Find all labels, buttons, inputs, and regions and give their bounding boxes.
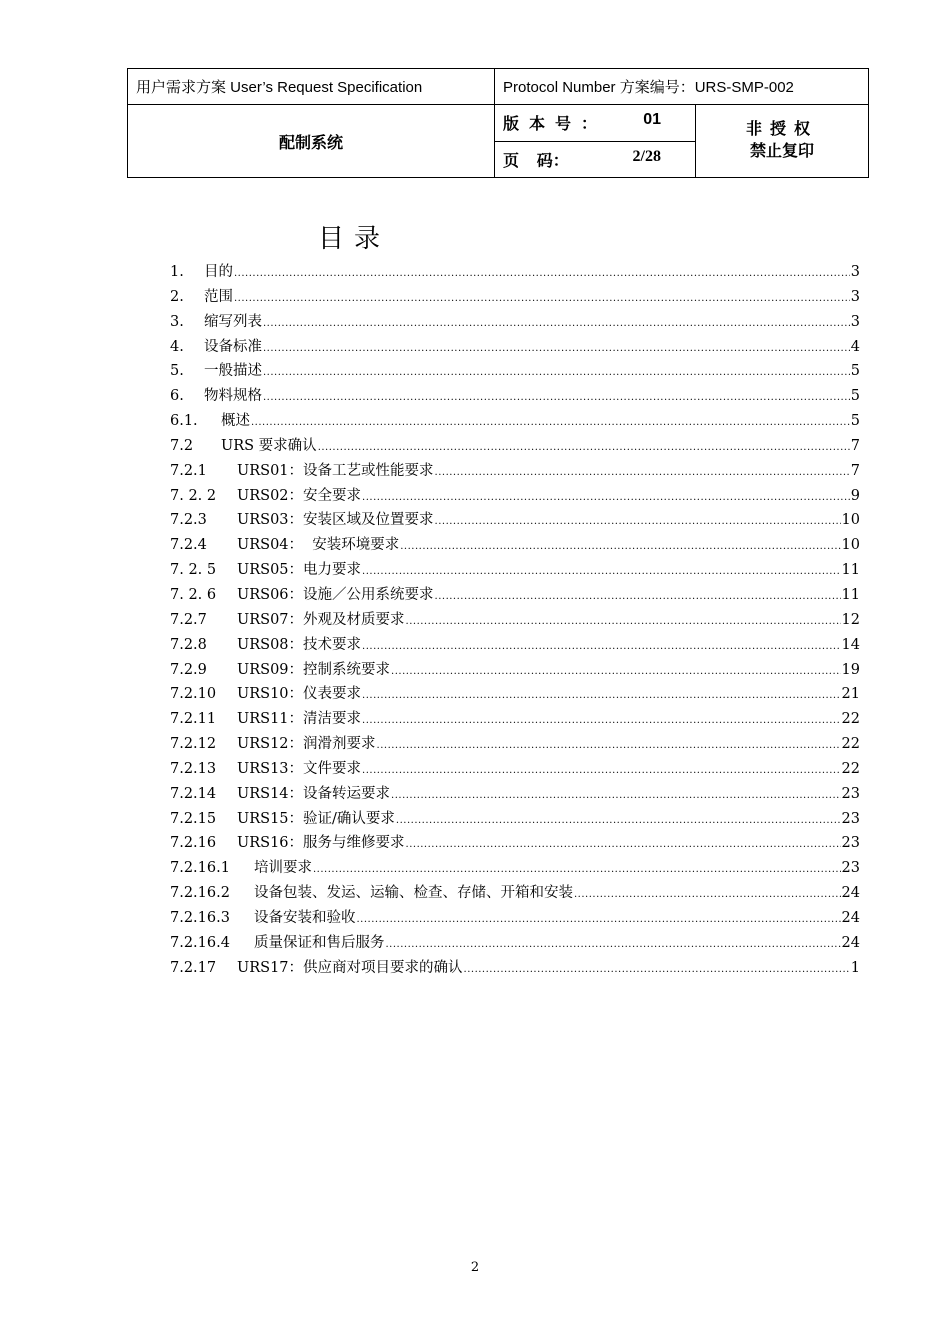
authorization-notice [696, 105, 869, 178]
toc-entry[interactable] [170, 533, 860, 558]
toc-entry-title: 目的 [204, 264, 233, 280]
toc-leader-dots [400, 541, 840, 552]
toc-entry-title: 培训要求 [254, 860, 312, 877]
toc-leader-dots [464, 964, 850, 975]
toc-entry-page: 4 [850, 338, 860, 355]
toc-entry[interactable] [170, 409, 860, 434]
toc-entry-page: 23 [841, 810, 860, 827]
toc-leader-dots [396, 815, 841, 826]
toc-leader-dots [251, 417, 850, 428]
toc-entry-number: 7. 2. 5 [170, 562, 217, 579]
toc-entry-number: 7.2.4 [170, 537, 207, 554]
toc-entry-page: 5 [850, 388, 860, 405]
toc-entry-number: 7.2.13 [170, 760, 217, 777]
toc-entry[interactable] [170, 583, 860, 608]
toc-leader-dots [362, 690, 841, 701]
toc-entry[interactable] [170, 856, 860, 881]
toc-leader-dots [362, 492, 850, 503]
toc-leader-dots [435, 516, 841, 527]
page-label: 页 码： [503, 152, 569, 170]
toc-entry-number: 6. [170, 388, 184, 405]
toc-entry[interactable] [170, 807, 860, 832]
toc-entry-number: 7.2.7 [170, 611, 207, 628]
page-value: 2/28 [632, 147, 661, 165]
auth-line-1: 非授权 [745, 121, 818, 139]
toc-entry-number: 7.2 [170, 437, 194, 454]
toc-entry-number: 1. [170, 264, 184, 280]
toc-entry-number: 5. [170, 363, 184, 380]
page-number: 2 [470, 1260, 480, 1275]
toc-entry[interactable] [170, 782, 860, 807]
toc-entry-title: URS09：控制系统要求 [237, 661, 391, 678]
toc-leader-dots [362, 566, 841, 577]
toc-entry-page: 11 [841, 586, 860, 603]
toc-entry-title: URS07：外观及材质要求 [237, 611, 405, 628]
toc-entry-number: 7.2.14 [170, 785, 217, 802]
toc-entry-number: 7.2.1 [170, 462, 207, 479]
toc-leader-dots [318, 442, 850, 453]
toc-entry[interactable] [170, 285, 860, 310]
toc-entry-title: 一般描述 [204, 363, 262, 380]
toc-leader-dots [234, 268, 850, 279]
toc-entry[interactable] [170, 310, 860, 335]
toc-entry-number: 7.2.11 [170, 711, 217, 728]
document-header-table [127, 68, 869, 178]
toc-entry-title: URS05：电力要求 [237, 562, 362, 579]
toc-entry-page: 5 [850, 363, 860, 380]
toc-entry-page: 24 [841, 885, 860, 902]
toc-entry-page: 10 [841, 512, 860, 529]
toc-leader-dots [357, 914, 841, 925]
toc-entry-title: URS06：设施／公用系统要求 [237, 586, 434, 603]
toc-entry-title: 质量保证和售后服务 [254, 934, 385, 951]
toc-leader-dots [362, 715, 841, 726]
toc-entry-title: URS16：服务与维修要求 [237, 835, 405, 852]
toc-entry-title: 缩写列表 [204, 313, 262, 330]
toc-entry-title: URS13：文件要求 [237, 760, 362, 777]
toc-entry[interactable] [170, 658, 860, 683]
toc-entry-page: 3 [850, 288, 860, 305]
toc-entry[interactable] [170, 459, 860, 484]
toc-entry[interactable] [170, 707, 860, 732]
toc-entry-title: URS15：验证/确认要求 [237, 810, 395, 827]
toc-entry-number: 7.2.16.2 [170, 885, 230, 902]
toc-entry-title: 范围 [204, 288, 233, 305]
toc-entry[interactable] [170, 906, 860, 931]
toc-entry[interactable] [170, 508, 860, 533]
toc-entry-page: 22 [841, 736, 860, 753]
toc-entry-number: 7.2.8 [170, 636, 207, 653]
toc-entry-number: 7.2.3 [170, 512, 207, 529]
protocol-number: Protocol Number 方案编号：URS-SMP-002 [495, 69, 869, 105]
toc-entry[interactable] [170, 608, 860, 633]
toc-leader-dots [435, 467, 850, 478]
toc-leader-dots [313, 864, 841, 875]
toc-entry-title: 概述 [221, 413, 250, 430]
toc-entry-number: 7.2.15 [170, 810, 217, 827]
toc-entry-title: URS10：仪表要求 [237, 686, 362, 703]
toc-entry-title: 设备包装、发运、运输、检查、存储、开箱和安装 [254, 885, 573, 902]
toc-entry[interactable] [170, 335, 860, 360]
toc-leader-dots [406, 616, 841, 627]
version-cell [495, 105, 696, 141]
toc-entry-title: URS08：技术要求 [237, 636, 362, 653]
toc-entry-page: 24 [841, 909, 860, 926]
toc-entry-page: 24 [841, 934, 860, 951]
toc-heading: 目录 [318, 224, 391, 254]
toc-entry-title: 设备安装和验收 [254, 909, 356, 926]
toc-entry-title: URS02：安全要求 [237, 487, 362, 504]
toc-entry-title: URS03：安装区域及位置要求 [237, 512, 434, 529]
toc-entry[interactable] [170, 633, 860, 658]
toc-entry-title: 设备标准 [204, 338, 262, 355]
toc-entry-page: 22 [841, 760, 860, 777]
toc-entry-number: 7.2.9 [170, 661, 207, 678]
toc-entry[interactable] [170, 682, 860, 707]
toc-entry-title: URS17：供应商对项目要求的确认 [237, 959, 463, 976]
toc-entry-title: URS04： 安装环境要求 [237, 537, 400, 554]
toc-entry[interactable] [170, 484, 860, 509]
toc-entry-title: 物料规格 [204, 388, 262, 405]
toc-leader-dots [263, 367, 850, 378]
toc-entry[interactable] [170, 881, 860, 906]
toc-leader-dots [391, 666, 841, 677]
toc-entry-page: 5 [850, 413, 860, 430]
toc-leader-dots [263, 343, 850, 354]
toc-entry-number: 7.2.16.3 [170, 909, 230, 926]
toc-entry-page: 7 [850, 462, 860, 479]
toc-entry-number: 7. 2. 6 [170, 586, 217, 603]
toc-entry-number: 7.2.16.4 [170, 934, 230, 951]
toc-entry-number: 7.2.16.1 [170, 860, 230, 877]
system-name: 配制系统 [128, 105, 495, 178]
toc-entry[interactable] [170, 260, 860, 285]
toc-entry-number: 2. [170, 288, 184, 305]
toc-leader-dots [406, 839, 841, 850]
toc-entry[interactable] [170, 831, 860, 856]
toc-entry-title: URS14：设备转运要求 [237, 785, 391, 802]
toc-entry-page: 1 [850, 959, 860, 976]
toc-entry-page: 3 [850, 313, 860, 330]
auth-line-2: 禁止复印 [749, 143, 814, 161]
toc-entry-title: URS01：设备工艺或性能要求 [237, 462, 434, 479]
toc-entry-page: 7 [850, 437, 860, 454]
page-cell [495, 141, 696, 177]
toc-leader-dots [377, 740, 841, 751]
document-title: 用户需求方案 User’s Request Specification [128, 69, 495, 105]
toc-entry-page: 21 [841, 686, 860, 703]
toc-entry-number: 7.2.10 [170, 686, 217, 703]
toc-entry-number: 7.2.16 [170, 835, 217, 852]
toc-leader-dots [234, 293, 850, 304]
version-value: 01 [643, 111, 661, 129]
toc-entry-page: 22 [841, 711, 860, 728]
toc-entry-number: 3. [170, 313, 184, 330]
toc-entry[interactable] [170, 558, 860, 583]
toc-entry-page: 23 [841, 860, 860, 877]
toc-entry[interactable] [170, 757, 860, 782]
toc-entry-title: URS12：润滑剂要求 [237, 736, 376, 753]
toc-entry-page: 19 [841, 661, 860, 678]
toc-leader-dots [391, 790, 841, 801]
toc-entry-number: 7.2.17 [170, 959, 217, 976]
toc-leader-dots [263, 318, 850, 329]
toc-entry-number: 4. [170, 338, 184, 355]
toc-entry-title: URS11：清洁要求 [237, 711, 362, 728]
toc-leader-dots [362, 765, 841, 776]
toc-entry-page: 11 [841, 562, 860, 579]
toc-leader-dots [435, 591, 841, 602]
toc-entry[interactable] [170, 434, 860, 459]
toc-entry-title: URS 要求确认 [221, 437, 317, 454]
toc-entry[interactable] [170, 956, 860, 981]
toc-entry-number: 7.2.12 [170, 736, 217, 753]
toc-entry-page: 3 [850, 264, 860, 280]
toc-leader-dots [362, 641, 841, 652]
toc-entry[interactable] [170, 359, 860, 384]
toc-entry-page: 10 [841, 537, 860, 554]
toc-entry-number: 7. 2. 2 [170, 487, 217, 504]
toc-entry[interactable] [170, 384, 860, 409]
toc-leader-dots [574, 889, 841, 900]
version-label: 版本号： [503, 116, 608, 134]
toc-entry-page: 14 [841, 636, 860, 653]
table-of-contents [170, 260, 860, 980]
toc-entry-page: 12 [841, 611, 860, 628]
toc-entry[interactable] [170, 732, 860, 757]
toc-entry[interactable] [170, 931, 860, 956]
toc-entry-page: 23 [841, 835, 860, 852]
toc-leader-dots [263, 392, 850, 403]
toc-entry-page: 9 [850, 487, 860, 504]
toc-entry-page: 23 [841, 785, 860, 802]
toc-entry-number: 6.1. [170, 413, 198, 430]
toc-leader-dots [386, 939, 841, 950]
